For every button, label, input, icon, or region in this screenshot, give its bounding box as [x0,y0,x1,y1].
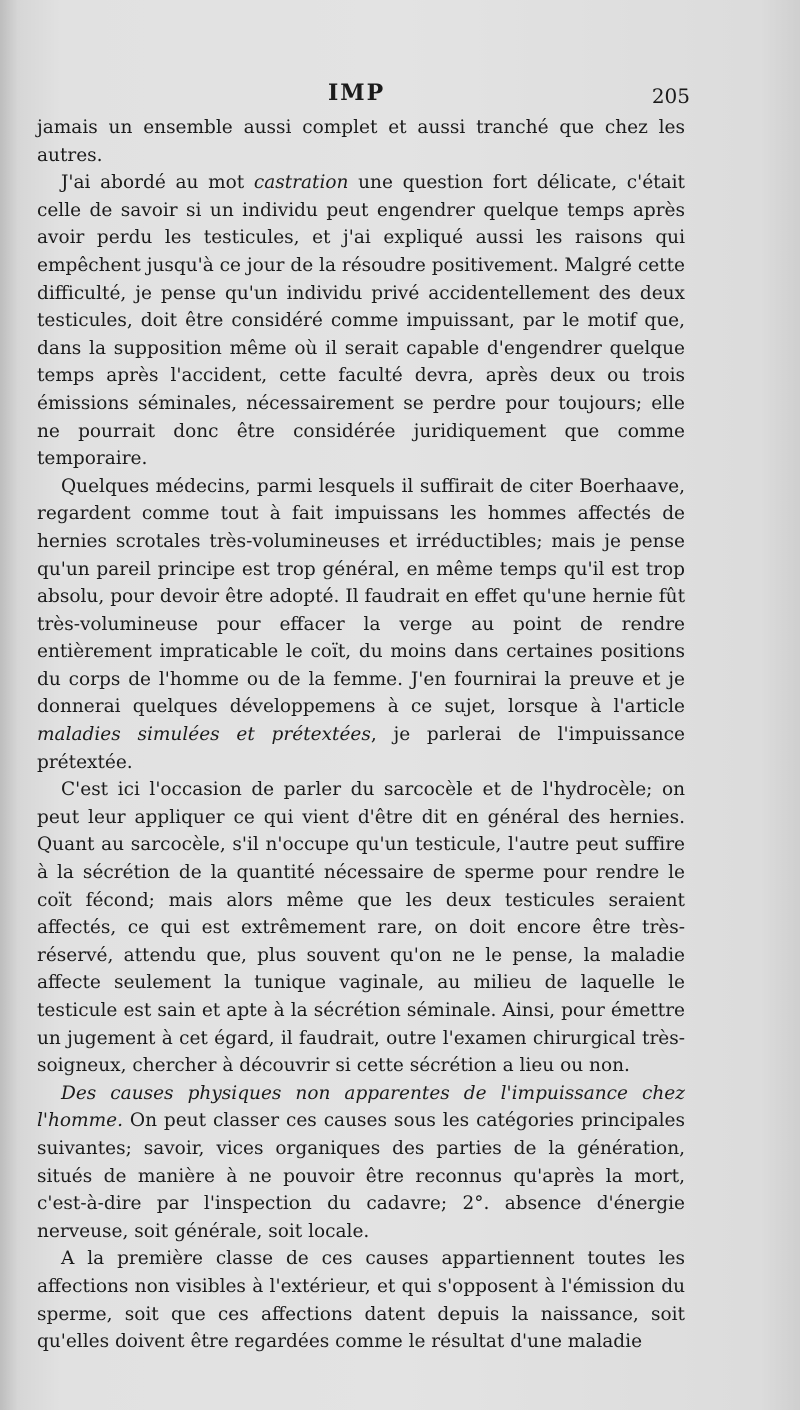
text-run: J'ai abordé au mot [61,172,254,194]
text-run: C'est ici l'occasion de parler du sarcocèle et de l'hydrocèle; on peut leur appliquer ce qui vient d'être dit en général des hernies. Quant au sarcocèle, s'il n'occupe qu'un testicule, l'autre peut suffire à la sécrétion de la quantité nécessaire de sperme pour rendre le coït fécond; mais alors même que les deux testicules seraient affectés, ce qui est extrêmement rare, on doit encore être très-réservé, attendu que, plus souvent qu'on ne le pense, la maladie affecte seulement la tunique vaginale, au milieu de laquelle le testicule est sain et apte à la sécrétion séminale. Ainsi, pour émettre un jugement à cet égard, il faudrait, outre l'examen chirurgical très-soigneux, chercher à découvrir si cette sécrétion a lieu ou non. [37,779,685,1077]
paragraph [37,1080,685,1246]
italic-text-run: castration [253,172,349,194]
paragraph [37,114,685,169]
text-run: On peut classer ces causes sous les catégories principales suivantes; savoir, vices organiques des parties de la génération, situés de manière à ne pouvoir être reconnus qu'après la mort, c'est-à-dire par l'inspection du cadavre; 2°. absence d'énergie nerveuse, soit générale, soit locale. [37,1110,685,1242]
paragraph [37,169,685,473]
paragraph [37,473,685,777]
paragraph [37,1245,685,1355]
text-run: une question fort délicate, c'était celle de savoir si un individu peut engendrer quelque temps après avoir perdu les testicules, et j'ai expliqué aussi les raisons qui empêchent jusqu'à ce jour de la résoudre positivement. Malgré cette difficulté, je pense qu'un individu privé accidentellement des deux testicules, doit être considéré comme impuissant, par le motif que, dans la supposition même où il serait capable d'engendrer quelque temps après l'accident, cette faculté devra, après deux ou trois émissions séminales, nécessairement se perdre pour toujours; elle ne pourrait donc être considérée juridiquement que comme temporaire. [37,172,685,470]
text-run: jamais un ensemble aussi complet et aussi tranché que chez les autres. [37,117,685,166]
page-number: 205 [651,84,690,108]
paragraph [37,776,685,1080]
page-header [0,80,800,114]
italic-text-run: maladies simulées et prétextées [37,724,371,746]
running-title: IMP [328,80,386,106]
italic-text-run: Des causes physiques non apparentes de l'impuissance chez l'homme. [37,1082,685,1132]
text-run: A la première classe de ces causes appartiennent toutes les affections non visibles à l'extérieur, et qui s'opposent à l'émission du sperme, soit que ces affections datent depuis la naissance, soit qu'elles doivent être regardées comme le résultat d'une maladie [37,1248,685,1353]
text-run: , je parlerai de l'impuissance prétextée. [37,724,685,773]
text-run: Quelques médecins, parmi lesquels il suffirait de citer Boerhaave, regardent comme tout à fait impuissans les hommes affectés de hernies scrotales très-volumineuses et irréductibles; mais je pense qu'un pareil principe est trop général, en même temps qu'il est trop absolu, pour devoir être adopté. Il faudrait en effet qu'une hernie fût très-volumineuse pour effacer la verge au point de rendre entièrement impraticable le coït, du moins dans certaines positions du corps de l'homme ou de la femme. J'en fournirai la preuve et je donnerai quelques développemens à ce sujet, lorsque à l'article [37,475,685,718]
body-text [37,114,685,1356]
